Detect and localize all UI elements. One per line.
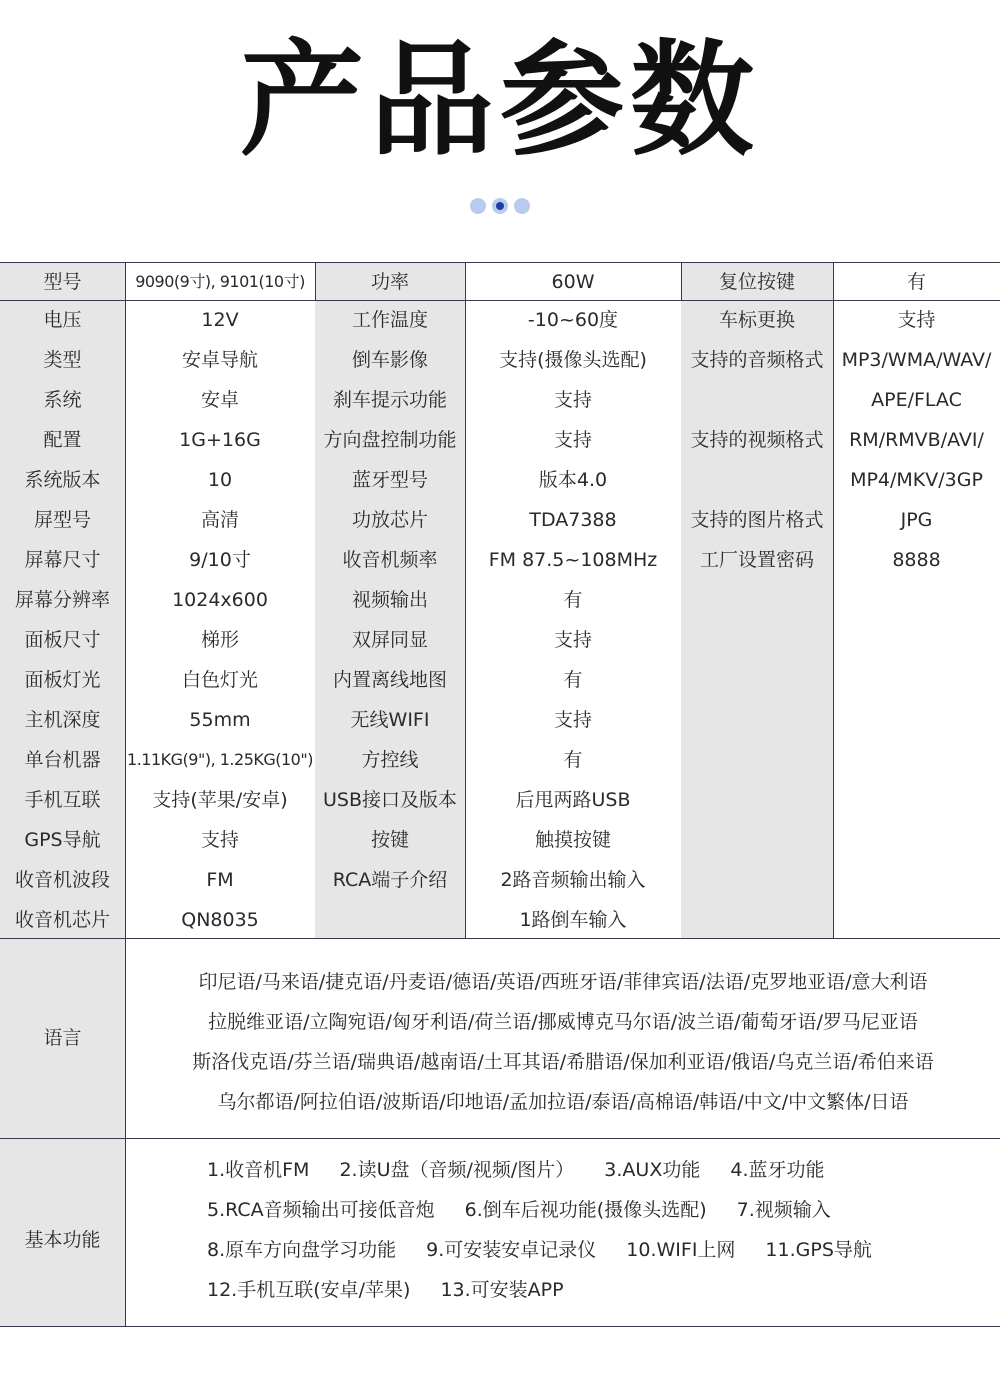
spec-value: 梯形 — [200, 629, 239, 651]
language-line: 乌尔都语/阿拉伯语/波斯语/印地语/孟加拉语/泰语/高棉语/韩语/中文/中文繁体/日语 — [217, 1091, 909, 1113]
spec-label: 型号 — [43, 271, 82, 293]
spec-table — [0, 262, 1000, 1327]
functions-row — [207, 1150, 997, 1190]
language-label: 语言 — [0, 938, 125, 1138]
spec-value: RM/RMVB/AVI/ — [849, 429, 984, 451]
function-item: 13.可安装APP — [440, 1279, 564, 1301]
spec-label: 支持的音频格式 — [690, 349, 824, 371]
spec-value: FM — [206, 869, 234, 891]
spec-label: 工厂设置密码 — [699, 549, 814, 571]
divider — [125, 262, 126, 1327]
spec-value: 触摸按键 — [534, 829, 611, 851]
divider — [833, 262, 834, 938]
spec-label: 双屏同显 — [351, 629, 428, 651]
divider — [315, 262, 316, 300]
divider — [681, 262, 682, 300]
spec-label: 按键 — [370, 829, 409, 851]
spec-label — [681, 380, 833, 420]
spec-label: 手机互联 — [24, 789, 101, 811]
spec-value: QN8035 — [181, 909, 259, 931]
spec-value — [833, 860, 1000, 900]
spec-value: -10~60度 — [527, 309, 619, 331]
spec-label: 屏型号 — [33, 509, 91, 531]
spec-value: 8888 — [892, 549, 941, 571]
spec-label — [681, 660, 833, 700]
spec-value: 安卓导航 — [181, 349, 258, 371]
spec-value: 支持(苹果/安卓) — [152, 789, 288, 811]
function-item: 3.AUX功能 — [604, 1159, 701, 1181]
spec-value: 60W — [551, 271, 595, 293]
spec-label: 功放芯片 — [351, 509, 428, 531]
spec-label: 主机深度 — [24, 709, 101, 731]
spec-label — [681, 860, 833, 900]
spec-value: TDA7388 — [529, 509, 617, 531]
spec-label: 收音机频率 — [342, 549, 438, 571]
spec-label: USB接口及版本 — [322, 789, 457, 811]
spec-label: 刹车提示功能 — [332, 389, 447, 411]
function-item: 10.WIFI上网 — [626, 1239, 736, 1261]
spec-value: 白色灯光 — [181, 669, 258, 691]
indicator-dot[interactable] — [470, 198, 486, 214]
spec-value: 1路倒车输入 — [519, 909, 627, 931]
spec-value: 支持 — [553, 429, 592, 451]
spec-label — [681, 740, 833, 780]
spec-label — [681, 580, 833, 620]
spec-label: 功率 — [370, 271, 409, 293]
spec-value: 有 — [563, 749, 583, 771]
spec-value: 9/10寸 — [189, 549, 251, 571]
spec-label: 系统 — [43, 389, 82, 411]
spec-label — [681, 900, 833, 940]
spec-label: RCA端子介绍 — [332, 869, 448, 891]
indicator-dot[interactable] — [514, 198, 530, 214]
language-line: 印尼语/马来语/捷克语/丹麦语/德语/英语/西班牙语/菲律宾语/法语/克罗地亚语/意大利语 — [198, 971, 928, 993]
spec-value — [833, 740, 1000, 780]
spec-label: 内置离线地图 — [332, 669, 447, 691]
spec-label: 方控线 — [361, 749, 419, 771]
spec-label — [681, 620, 833, 660]
spec-value: 55mm — [189, 709, 251, 731]
spec-value: 支持 — [897, 309, 936, 331]
spec-label: 单台机器 — [24, 749, 101, 771]
spec-value — [833, 820, 1000, 860]
functions-row — [207, 1230, 997, 1270]
spec-value: 2路音频输出输入 — [500, 869, 646, 891]
spec-label: 系统版本 — [24, 469, 101, 491]
language-line: 拉脱维亚语/立陶宛语/匈牙利语/荷兰语/挪威博克马尔语/波兰语/葡萄牙语/罗马尼亚语 — [208, 1011, 918, 1033]
divider — [0, 1326, 1000, 1327]
spec-label: 倒车影像 — [351, 349, 428, 371]
spec-value: 有 — [563, 669, 583, 691]
carousel-indicator — [0, 195, 1000, 213]
spec-value — [833, 580, 1000, 620]
function-item: 11.GPS导航 — [765, 1239, 872, 1261]
spec-label: 支持的视频格式 — [690, 429, 824, 451]
function-item: 7.视频输入 — [736, 1199, 831, 1221]
spec-value: 1.11KG(9"), 1.25KG(10") — [127, 750, 313, 769]
spec-label — [681, 700, 833, 740]
function-item: 8.原车方向盘学习功能 — [207, 1239, 397, 1261]
function-item: 2.读U盘（音频/视频/图片） — [339, 1159, 575, 1181]
divider — [0, 262, 1000, 263]
functions-label: 基本功能 — [0, 1138, 125, 1327]
spec-label: 复位按键 — [718, 271, 795, 293]
spec-value: 12V — [201, 309, 239, 331]
spec-value: 支持(摄像头选配) — [499, 349, 647, 371]
spec-value: 高清 — [200, 509, 239, 531]
spec-value: 有 — [906, 271, 926, 293]
spec-label: 屏幕分辨率 — [14, 589, 110, 611]
spec-label: 收音机波段 — [14, 869, 110, 891]
function-item: 12.手机互联(安卓/苹果) — [207, 1279, 411, 1301]
spec-value: 9090(9寸), 9101(10寸) — [135, 272, 305, 291]
spec-value: JPG — [900, 509, 933, 531]
function-item: 1.收音机FM — [207, 1159, 310, 1181]
spec-label — [681, 460, 833, 500]
spec-label: 无线WIFI — [350, 709, 430, 731]
spec-value — [833, 900, 1000, 940]
spec-value: MP4/MKV/3GP — [850, 469, 983, 491]
spec-label: 面板尺寸 — [24, 629, 101, 651]
spec-value: 安卓 — [200, 389, 239, 411]
spec-label: 收音机芯片 — [14, 909, 110, 931]
function-item: 4.蓝牙功能 — [730, 1159, 825, 1181]
spec-value: FM 87.5~108MHz — [488, 549, 658, 571]
function-item: 9.可安装安卓记录仪 — [426, 1239, 597, 1261]
spec-value: 10 — [207, 469, 233, 491]
spec-label: 配置 — [43, 429, 82, 451]
spec-label: 面板灯光 — [24, 669, 101, 691]
spec-value: APE/FLAC — [871, 389, 962, 411]
spec-label: 方向盘控制功能 — [323, 429, 457, 451]
spec-value: 版本4.0 — [538, 469, 608, 491]
spec-value: 后甩两路USB — [515, 789, 631, 811]
spec-value: 支持 — [553, 629, 592, 651]
divider — [0, 1138, 1000, 1139]
divider — [465, 262, 466, 938]
spec-label — [315, 900, 465, 940]
indicator-dot-active[interactable] — [492, 198, 508, 214]
spec-value — [833, 660, 1000, 700]
spec-label: 类型 — [43, 349, 82, 371]
functions-row — [207, 1270, 997, 1310]
spec-label — [681, 820, 833, 860]
spec-value: 支持 — [553, 709, 592, 731]
spec-value: 支持 — [200, 829, 239, 851]
spec-value: 有 — [563, 589, 583, 611]
spec-label: 车标更换 — [718, 309, 795, 331]
function-item: 5.RCA音频输出可接低音炮 — [207, 1199, 435, 1221]
spec-label: 支持的图片格式 — [690, 509, 824, 531]
function-item: 6.倒车后视功能(摄像头选配) — [464, 1199, 707, 1221]
spec-label: GPS导航 — [24, 829, 101, 851]
spec-value — [833, 700, 1000, 740]
functions-list — [207, 1150, 997, 1310]
spec-label — [681, 780, 833, 820]
divider — [0, 938, 1000, 939]
spec-value — [833, 620, 1000, 660]
spec-value: 1024x600 — [172, 589, 268, 611]
spec-value: 支持 — [553, 389, 592, 411]
spec-value: MP3/WMA/WAV/ — [841, 349, 992, 371]
spec-label: 屏幕尺寸 — [24, 549, 101, 571]
divider — [0, 300, 1000, 301]
spec-value: 1G+16G — [179, 429, 261, 451]
language-line: 斯洛伐克语/芬兰语/瑞典语/越南语/土耳其语/希腊语/保加利亚语/俄语/乌克兰语/希伯来语 — [192, 1051, 934, 1073]
spec-label: 电压 — [43, 309, 82, 331]
spec-label: 工作温度 — [351, 309, 428, 331]
page-title: 产品参数 — [239, 29, 760, 173]
spec-label: 蓝牙型号 — [351, 469, 428, 491]
spec-value — [833, 780, 1000, 820]
spec-label: 视频输出 — [351, 589, 428, 611]
functions-row — [207, 1190, 997, 1230]
language-list — [126, 962, 1000, 1122]
